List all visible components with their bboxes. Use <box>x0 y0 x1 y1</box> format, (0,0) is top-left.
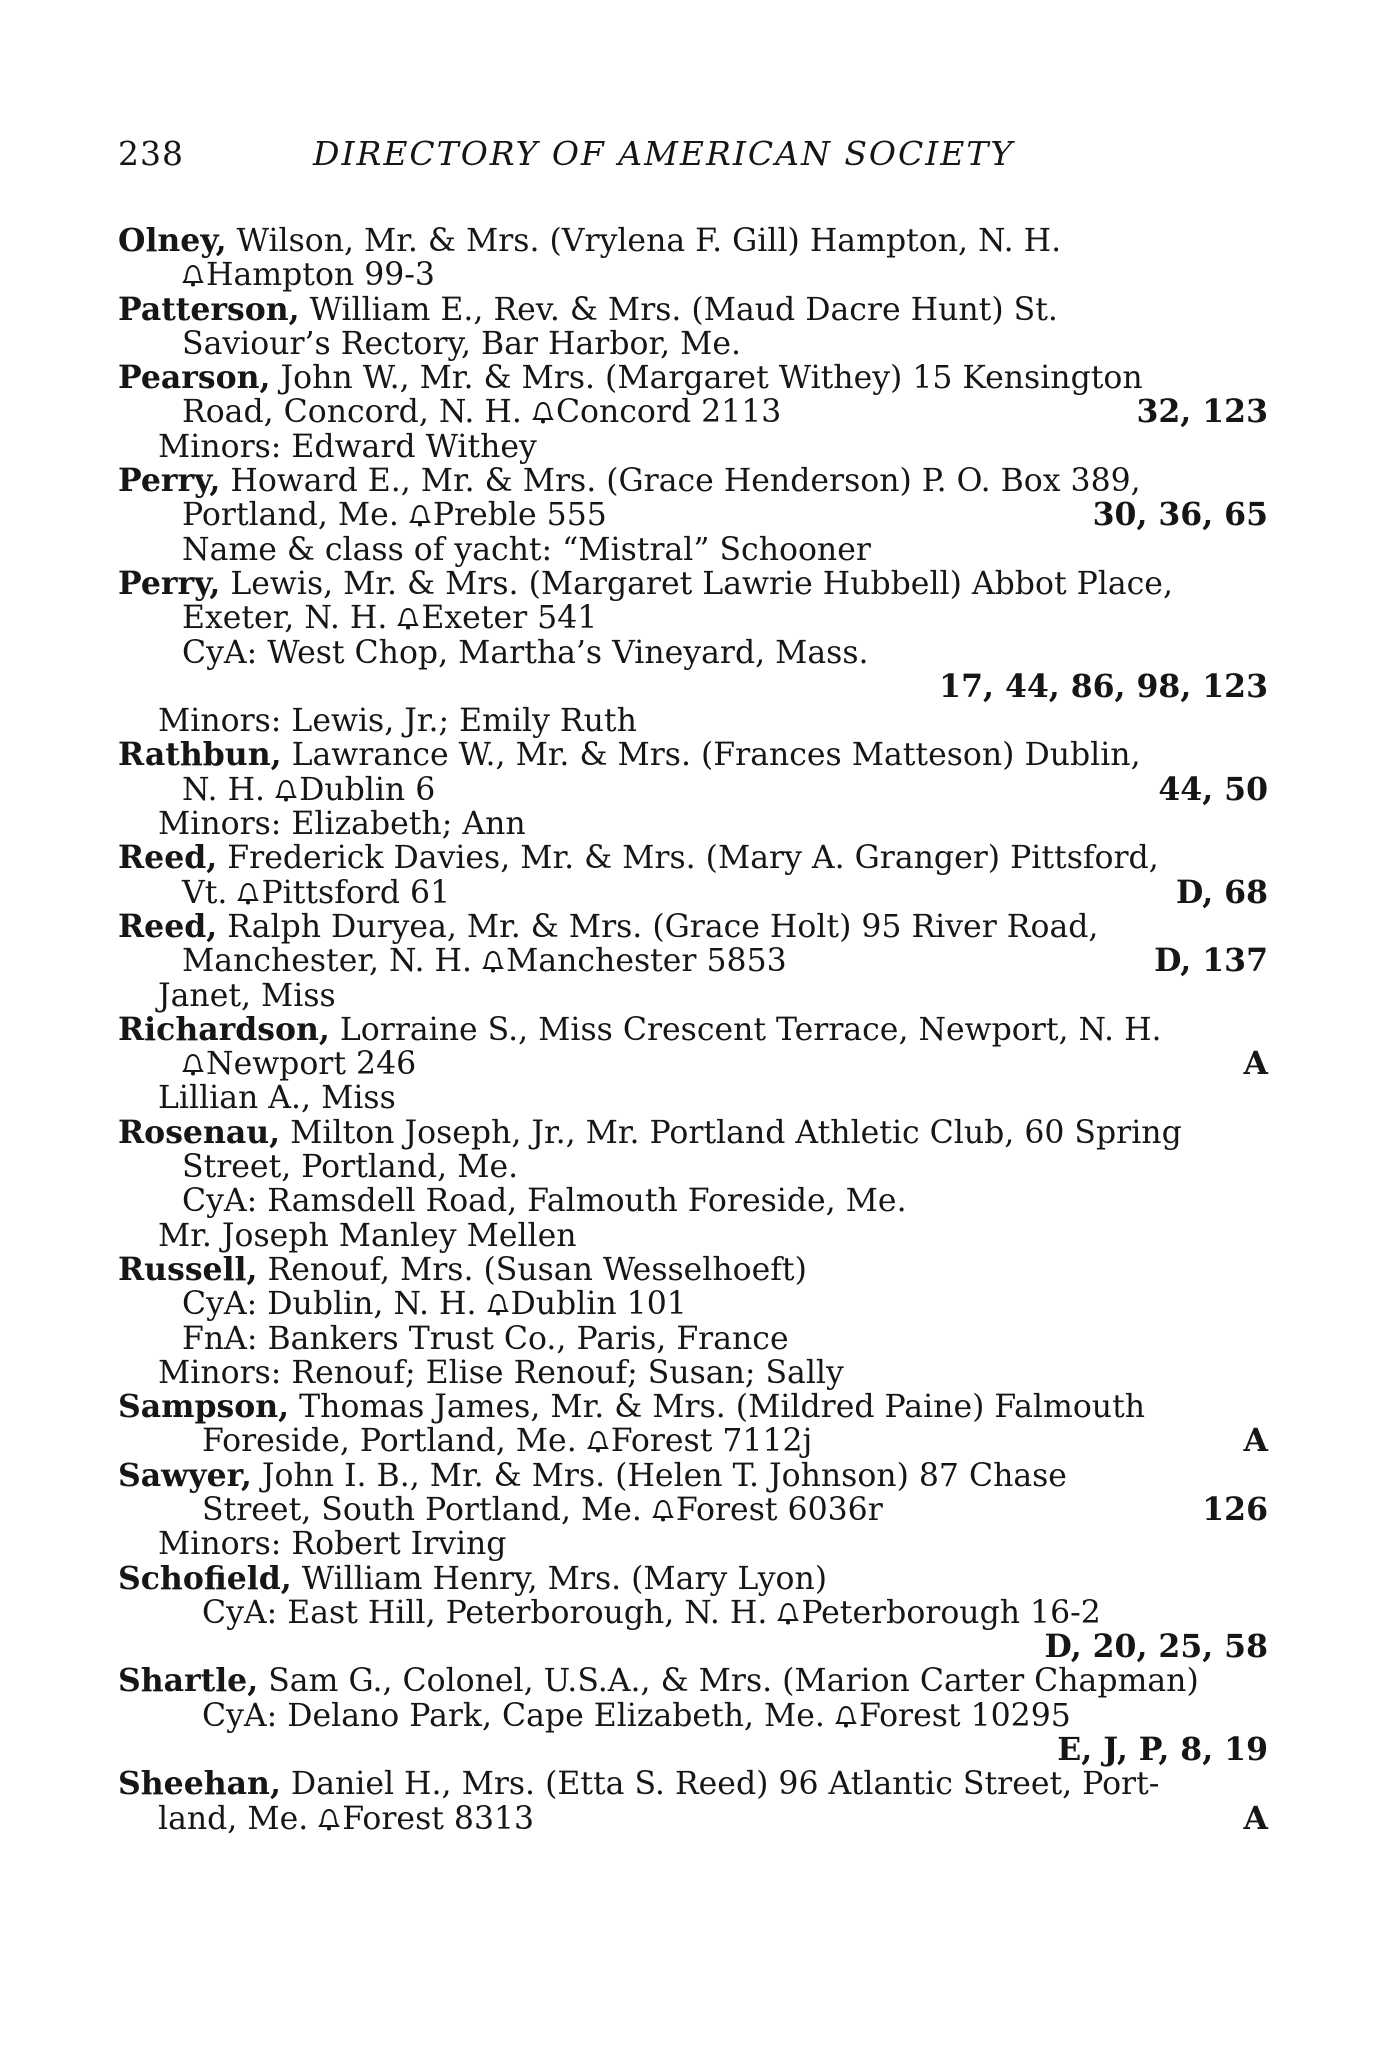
entry-line <box>118 1424 1268 1458</box>
entry-line <box>118 601 1268 635</box>
telephone-bell-icon <box>275 778 297 802</box>
phone-number: Peterborough 16-2 <box>801 1594 1101 1631</box>
entry-text: N. H. <box>182 771 276 808</box>
entry-line <box>118 704 1268 738</box>
telephone-bell-icon <box>182 263 204 287</box>
entry-text: Street, Portland, Me. <box>182 1149 519 1186</box>
entry-line <box>118 1490 1268 1528</box>
club-codes: D, 20, 25, 58 <box>1044 1628 1268 1666</box>
entry-text: Portland, Me. <box>182 497 409 534</box>
entry-line <box>118 770 1268 808</box>
entry-text: CyA: East Hill, Peterborough, N. H. <box>202 1594 778 1631</box>
club-codes: 32, 123 <box>1136 393 1268 431</box>
surname: Reed, <box>118 907 218 945</box>
entry-line <box>118 1081 1268 1115</box>
entry-text: land, Me. <box>158 1800 319 1837</box>
phone-number: Forest 7112j <box>610 1423 813 1460</box>
club-codes: A <box>1243 1422 1268 1460</box>
entry-text: Wilson, Mr. & Mrs. (Vrylena F. Gill) Hampton, N. H. <box>226 223 1062 259</box>
entry-text: FnA: Bankers Trust Co., Paris, France <box>182 1320 789 1357</box>
entry-line <box>118 1799 1268 1837</box>
family-member: Janet, Miss <box>158 977 336 1014</box>
entry-text: Ralph Duryea, Mr. & Mrs. (Grace Holt) 95 River Road, <box>217 908 1099 945</box>
minors-line: Minors: Renouf; Elise Renouf; Susan; Sally <box>158 1354 844 1391</box>
entry-line <box>118 290 1268 328</box>
entry-text: Thomas James, Mr. & Mrs. (Mildred Paine) Falmouth <box>289 1389 1146 1426</box>
surname: Olney, <box>118 222 227 259</box>
entry-text: Name & class of yacht: “Mistral” Schooner <box>182 531 871 568</box>
entry-text: Daniel H., Mrs. (Etta S. Reed) 96 Atlantic Street, Port- <box>280 1766 1160 1803</box>
phone-number: Forest 6036r <box>675 1491 883 1528</box>
minors-line: Minors: Edward Withey <box>158 428 537 465</box>
surname: Reed, <box>118 839 218 877</box>
minors-line: Minors: Elizabeth; Ann <box>158 806 526 843</box>
entry-text: Foreside, Portland, Me. <box>202 1423 587 1460</box>
directory-entries <box>118 224 1268 1836</box>
entry-line <box>118 224 1268 258</box>
entry-line <box>118 1010 1268 1048</box>
entry-line <box>118 944 1268 978</box>
entry-text: CyA: West Chop, Martha’s Vineyard, Mass. <box>182 634 869 671</box>
club-codes: 17, 44, 86, 98, 123 <box>939 667 1268 705</box>
entry-text: Sam G., Colonel, U.S.A., & Mrs. (Marion Carter Chapman) <box>258 1663 1199 1700</box>
surname: Pearson, <box>118 359 271 397</box>
entry-line <box>118 1630 1268 1664</box>
entry-line <box>118 1390 1268 1424</box>
entry-text: Lewis, Mr. & Mrs. (Margaret Lawrie Hubbell) Abbot Place, <box>220 565 1173 602</box>
entry-text: Vt. <box>182 874 238 911</box>
entry-text: Road, Concord, N. H. <box>182 394 532 431</box>
surname: Perry, <box>118 564 221 602</box>
entry-line <box>118 533 1268 567</box>
phone-number: Exeter 541 <box>421 600 598 637</box>
minors-line: Minors: Lewis, Jr.; Emily Ruth <box>158 703 637 740</box>
surname: Richardson, <box>118 1010 330 1048</box>
entry-text: Saviour’s Rectory, Bar Harbor, Me. <box>182 325 742 362</box>
telephone-bell-icon <box>652 1498 674 1522</box>
entry-line <box>118 1456 1268 1494</box>
entry-text: Howard E., Mr. & Mrs. (Grace Henderson) P. O. Box 389, <box>220 463 1141 500</box>
surname: Perry, <box>118 462 221 500</box>
entry-line <box>118 907 1268 945</box>
page-number: 238 <box>118 134 184 173</box>
entry-line <box>118 258 1268 292</box>
surname: Patterson, <box>118 290 300 328</box>
telephone-bell-icon <box>397 606 419 630</box>
entry-line <box>118 395 1268 429</box>
club-codes: 44, 50 <box>1158 770 1268 808</box>
entry-text: Milton Joseph, Jr., Mr. Portland Athletic Club, 60 Spring <box>280 1114 1182 1151</box>
entry-line <box>118 1767 1268 1801</box>
club-codes: E, J, P, 8, 19 <box>1057 1731 1268 1769</box>
entry-line <box>118 636 1268 670</box>
entry-text: Lorraine S., Miss Crescent Terrace, Newport, N. H. <box>329 1011 1162 1048</box>
entry-line <box>118 1699 1268 1733</box>
entry-line <box>118 807 1268 841</box>
surname: Schofield, <box>118 1559 292 1597</box>
page-header <box>118 134 1268 180</box>
entry-line <box>118 564 1268 602</box>
telephone-bell-icon <box>318 1807 340 1831</box>
surname: Rosenau, <box>118 1113 281 1151</box>
telephone-bell-icon <box>587 1429 609 1453</box>
entry-text: Frederick Davies, Mr. & Mrs. (Mary A. Granger) Pittsford, <box>217 840 1159 877</box>
entry-text: Exeter, N. H. <box>182 600 398 637</box>
entry-line <box>118 873 1268 911</box>
telephone-bell-icon <box>777 1601 799 1625</box>
minors-line: Minors: Robert Irving <box>158 1526 507 1563</box>
phone-number: Newport 246 <box>206 1046 417 1083</box>
entry-text: Street, South Portland, Me. <box>202 1491 652 1528</box>
entry-line <box>118 1250 1268 1288</box>
surname: Sampson, <box>118 1388 290 1426</box>
entry-line <box>118 841 1268 875</box>
club-codes: A <box>1243 1799 1268 1837</box>
club-codes: 30, 36, 65 <box>1092 496 1268 534</box>
phone-number: Hampton 99-3 <box>206 257 435 294</box>
entry-line <box>118 464 1268 498</box>
entry-line <box>118 1596 1268 1630</box>
running-title: DIRECTORY OF AMERICAN SOCIETY <box>313 134 1015 173</box>
club-codes: D, 68 <box>1176 873 1268 911</box>
entry-text: William Henry, Mrs. (Mary Lyon) <box>291 1560 828 1597</box>
family-member: Lillian A., Miss <box>158 1080 396 1117</box>
telephone-bell-icon <box>482 949 504 973</box>
surname: Sheehan, <box>118 1765 281 1803</box>
telephone-bell-icon <box>487 1292 509 1316</box>
phone-number: Concord 2113 <box>555 394 782 431</box>
entry-text: John W., Mr. & Mrs. (Margaret Withey) 15 Kensington <box>270 360 1143 397</box>
phone-number: Manchester 5853 <box>506 943 787 980</box>
club-codes: A <box>1243 1045 1268 1083</box>
telephone-bell-icon <box>182 1052 204 1076</box>
entry-line <box>118 1150 1268 1184</box>
phone-number: Forest 8313 <box>342 1800 535 1837</box>
telephone-bell-icon <box>409 503 431 527</box>
entry-text: Manchester, N. H. <box>182 943 483 980</box>
surname: Rathbun, <box>118 736 282 774</box>
entry-line <box>118 1356 1268 1390</box>
entry-line <box>118 738 1268 772</box>
entry-text: Renouf, Mrs. (Susan Wesselhoeft) <box>257 1251 807 1288</box>
telephone-bell-icon <box>835 1704 857 1728</box>
family-member: Mr. Joseph Manley Mellen <box>158 1217 577 1254</box>
entry-line <box>118 498 1268 532</box>
entry-text: CyA: Delano Park, Cape Elizabeth, Me. <box>202 1697 835 1734</box>
phone-number: Preble 555 <box>432 497 607 534</box>
phone-number: Forest 10295 <box>858 1697 1071 1734</box>
entry-text: Lawrance W., Mr. & Mrs. (Frances Matteson) Dublin, <box>281 737 1141 774</box>
phone-number: Pittsford 61 <box>261 874 451 911</box>
club-codes: 126 <box>1202 1490 1268 1528</box>
entry-line <box>118 1113 1268 1151</box>
phone-number: Dublin 6 <box>299 771 436 808</box>
entry-line <box>118 1219 1268 1253</box>
entry-line <box>118 1322 1268 1356</box>
entry-line <box>118 361 1268 395</box>
entry-text: John I. B., Mr. & Mrs. (Helen T. Johnson) 87 Chase <box>251 1457 1067 1494</box>
entry-line <box>118 1047 1268 1081</box>
entry-line <box>118 1527 1268 1561</box>
entry-line <box>118 1184 1268 1218</box>
phone-number: Dublin 101 <box>510 1286 687 1323</box>
surname: Russell, <box>118 1250 258 1288</box>
entry-text: William E., Rev. & Mrs. (Maud Dacre Hunt) St. <box>299 291 1058 328</box>
entry-line <box>118 1664 1268 1698</box>
entry-line <box>118 667 1268 705</box>
telephone-bell-icon <box>532 400 554 424</box>
surname: Sawyer, <box>118 1456 252 1494</box>
entry-text: CyA: Ramsdell Road, Falmouth Foreside, Me. <box>182 1183 907 1220</box>
entry-line <box>118 979 1268 1013</box>
surname: Shartle, <box>118 1662 259 1700</box>
entry-line <box>118 327 1268 361</box>
club-codes: D, 137 <box>1154 942 1268 980</box>
entry-line <box>118 1287 1268 1321</box>
entry-line <box>118 1559 1268 1597</box>
entry-line <box>118 1733 1268 1767</box>
entry-text: CyA: Dublin, N. H. <box>182 1286 487 1323</box>
entry-line <box>118 430 1268 464</box>
telephone-bell-icon <box>237 881 259 905</box>
